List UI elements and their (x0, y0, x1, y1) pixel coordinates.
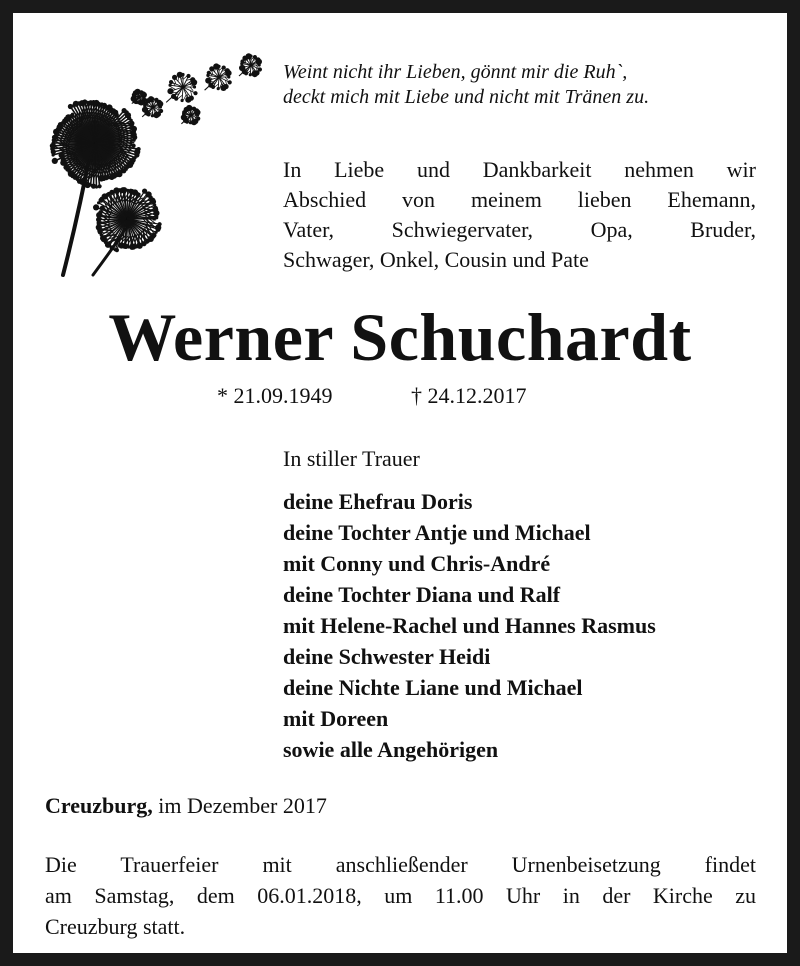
dandelion-icon (43, 51, 283, 281)
mourners-list (283, 486, 656, 765)
intro-line: Vater, Schwiegervater, Opa, Bruder, (283, 217, 756, 242)
poem (283, 60, 649, 110)
poem-line: Weint nicht ihr Lieben, gönnt mir die Ruh`, (283, 61, 628, 83)
intro-line: In Liebe und Dankbarkeit nehmen wir (283, 157, 756, 182)
ceremony-line: Die Trauerfeier mit anschließender Urnenbeisetzung findet (45, 852, 756, 877)
intro-text (283, 155, 756, 275)
mourner: deine Nichte Liane und Michael (283, 675, 583, 700)
place-town: Creuzburg, (45, 793, 153, 818)
place-month: im Dezember 2017 (158, 793, 327, 818)
mourner: mit Doreen (283, 706, 389, 731)
mourner: deine Ehefrau Doris (283, 489, 473, 514)
ceremony-line: am Samstag, dem 06.01.2018, um 11.00 Uhr in der Kirche zu (45, 883, 756, 908)
poem-line: deckt mich mit Liebe und nicht mit Tränen zu. (283, 86, 650, 108)
intro-line: Abschied von meinem lieben Ehemann, (283, 187, 756, 212)
intro-line: Schwager, Onkel, Cousin und Pate (283, 247, 589, 272)
mourner: deine Schwester Heidi (283, 644, 491, 669)
ceremony-info (45, 849, 756, 942)
ceremony-line: Creuzburg statt. (45, 914, 186, 939)
death-date: † 24.12.2017 (411, 383, 527, 408)
mourner: sowie alle Angehörigen (283, 737, 499, 762)
mourner: mit Helene-Rachel und Hannes Rasmus (283, 613, 656, 638)
birth-date: * 21.09.1949 (217, 383, 333, 408)
deceased-name: Werner Schuchardt (108, 299, 692, 375)
place-date (45, 791, 327, 821)
mourner: deine Tochter Diana und Ralf (283, 582, 561, 607)
mourning-heading: In stiller Trauer (283, 446, 420, 471)
mourner: deine Tochter Antje und Michael (283, 520, 591, 545)
mourner: mit Conny und Chris-André (283, 551, 551, 576)
